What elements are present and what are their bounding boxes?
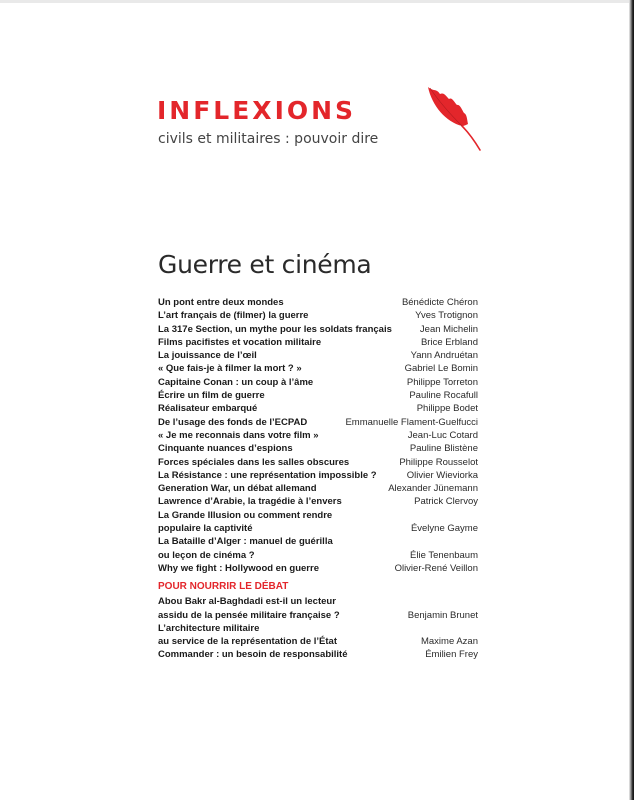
contents-list [158, 296, 478, 575]
article-author: Pauline Rocafull [409, 390, 478, 402]
article-title: L’architecture militaire au service de la représentation de l’État [158, 622, 337, 648]
table-of-contents [158, 296, 478, 662]
article-title: « Que fais-je à filmer la mort ? » [158, 363, 302, 375]
article-author: Emmanuelle Flament-Guelfucci [345, 416, 478, 428]
article-author: Philippe Torreton [406, 376, 478, 388]
article-author: Philippe Rousselot [399, 456, 478, 468]
feather-icon [426, 84, 486, 152]
article-title: La Bataille d’Alger : manuel de guérilla ou leçon de cinéma ? [158, 536, 333, 561]
list-item [158, 535, 478, 562]
list-item [158, 429, 478, 442]
article-author: Olivier-René Veillon [394, 562, 478, 574]
article-title: Why we fight : Hollywood en guerre [158, 562, 319, 574]
article-author: Patrick Clervoy [414, 496, 478, 508]
article-title: Commander : un besoin de responsabilité [158, 649, 348, 661]
article-author: Alexander Jünemann [388, 483, 478, 495]
journal-tagline: civils et militaires : pouvoir dire [158, 131, 379, 147]
page-top-edge [0, 0, 634, 9]
list-item [158, 482, 478, 495]
article-title: Cinquante nuances d’espions [158, 443, 293, 455]
list-item [158, 349, 478, 362]
list-item [158, 595, 478, 622]
article-title: Écrire un film de guerre [158, 390, 265, 402]
list-item [158, 296, 478, 309]
list-item [158, 402, 478, 415]
article-title: Lawrence d’Arabie, la tragédie à l’envers [158, 496, 342, 508]
article-author: Yves Trotignon [415, 310, 478, 322]
article-title: La Résistance : une représentation impossible ? [158, 469, 377, 481]
article-title: Forces spéciales dans les salles obscures [158, 456, 350, 468]
list-item [158, 562, 478, 575]
article-author: Jean Michelin [419, 323, 478, 335]
page-right-edge [629, 0, 634, 800]
article-title: L’art français de (filmer) la guerre [158, 310, 309, 322]
article-author: Jean-Luc Cotard [407, 429, 478, 441]
article-author: Philippe Bodet [416, 403, 478, 415]
article-author: Bénédicte Chéron [401, 297, 478, 308]
list-item [158, 362, 478, 375]
list-item [158, 416, 478, 429]
article-title: La 317e Section, un mythe pour les soldats français [158, 323, 392, 335]
article-author: Yann Andruétan [410, 350, 478, 362]
article-title: De l’usage des fonds de l’ECPAD [158, 416, 308, 428]
list-item [158, 469, 478, 482]
article-title: La Grande Illusion ou comment rendre populaire la captivité [158, 509, 333, 535]
debate-heading: POUR NOURRIR LE DÉBAT [158, 581, 289, 593]
list-item [158, 509, 478, 536]
article-title: Un pont entre deux mondes [158, 297, 284, 308]
issue-title: Guerre et cinéma [158, 250, 372, 279]
article-title: Films pacifistes et vocation militaire [158, 336, 322, 348]
list-item [158, 495, 478, 508]
article-title: Generation War, un débat allemand [158, 483, 317, 495]
article-title: Réalisateur embarqué [158, 403, 258, 415]
article-author: Émilien Frey [425, 649, 478, 661]
list-item [158, 456, 478, 469]
list-item [158, 389, 478, 402]
article-author: Maxime Azan [420, 636, 478, 648]
article-title: « Je me reconnais dans votre film » [158, 429, 319, 441]
list-item [158, 442, 478, 455]
list-item [158, 622, 478, 649]
list-item [158, 336, 478, 349]
article-author: Olivier Wieviorka [406, 469, 478, 481]
article-author: Gabriel Le Bomin [404, 363, 478, 375]
article-author: Benjamin Brunet [407, 609, 478, 621]
article-author: Pauline Blistène [409, 443, 478, 455]
list-item [158, 309, 478, 322]
list-item [158, 376, 478, 389]
article-author: Brice Erbland [420, 336, 478, 348]
debate-list [158, 595, 478, 661]
list-item [158, 648, 478, 661]
journal-name: INFLEXIONS [157, 96, 357, 125]
article-author: Élie Tenenbaum [410, 549, 478, 561]
article-title: Capitaine Conan : un coup à l’âme [158, 376, 314, 388]
article-author: Évelyne Gayme [410, 523, 478, 535]
list-item [158, 323, 478, 336]
article-title: Abou Bakr al-Baghdadi est-il un lecteur assidu de la pensée militaire française ? [158, 596, 340, 621]
article-title: La jouissance de l’œil [158, 350, 257, 362]
